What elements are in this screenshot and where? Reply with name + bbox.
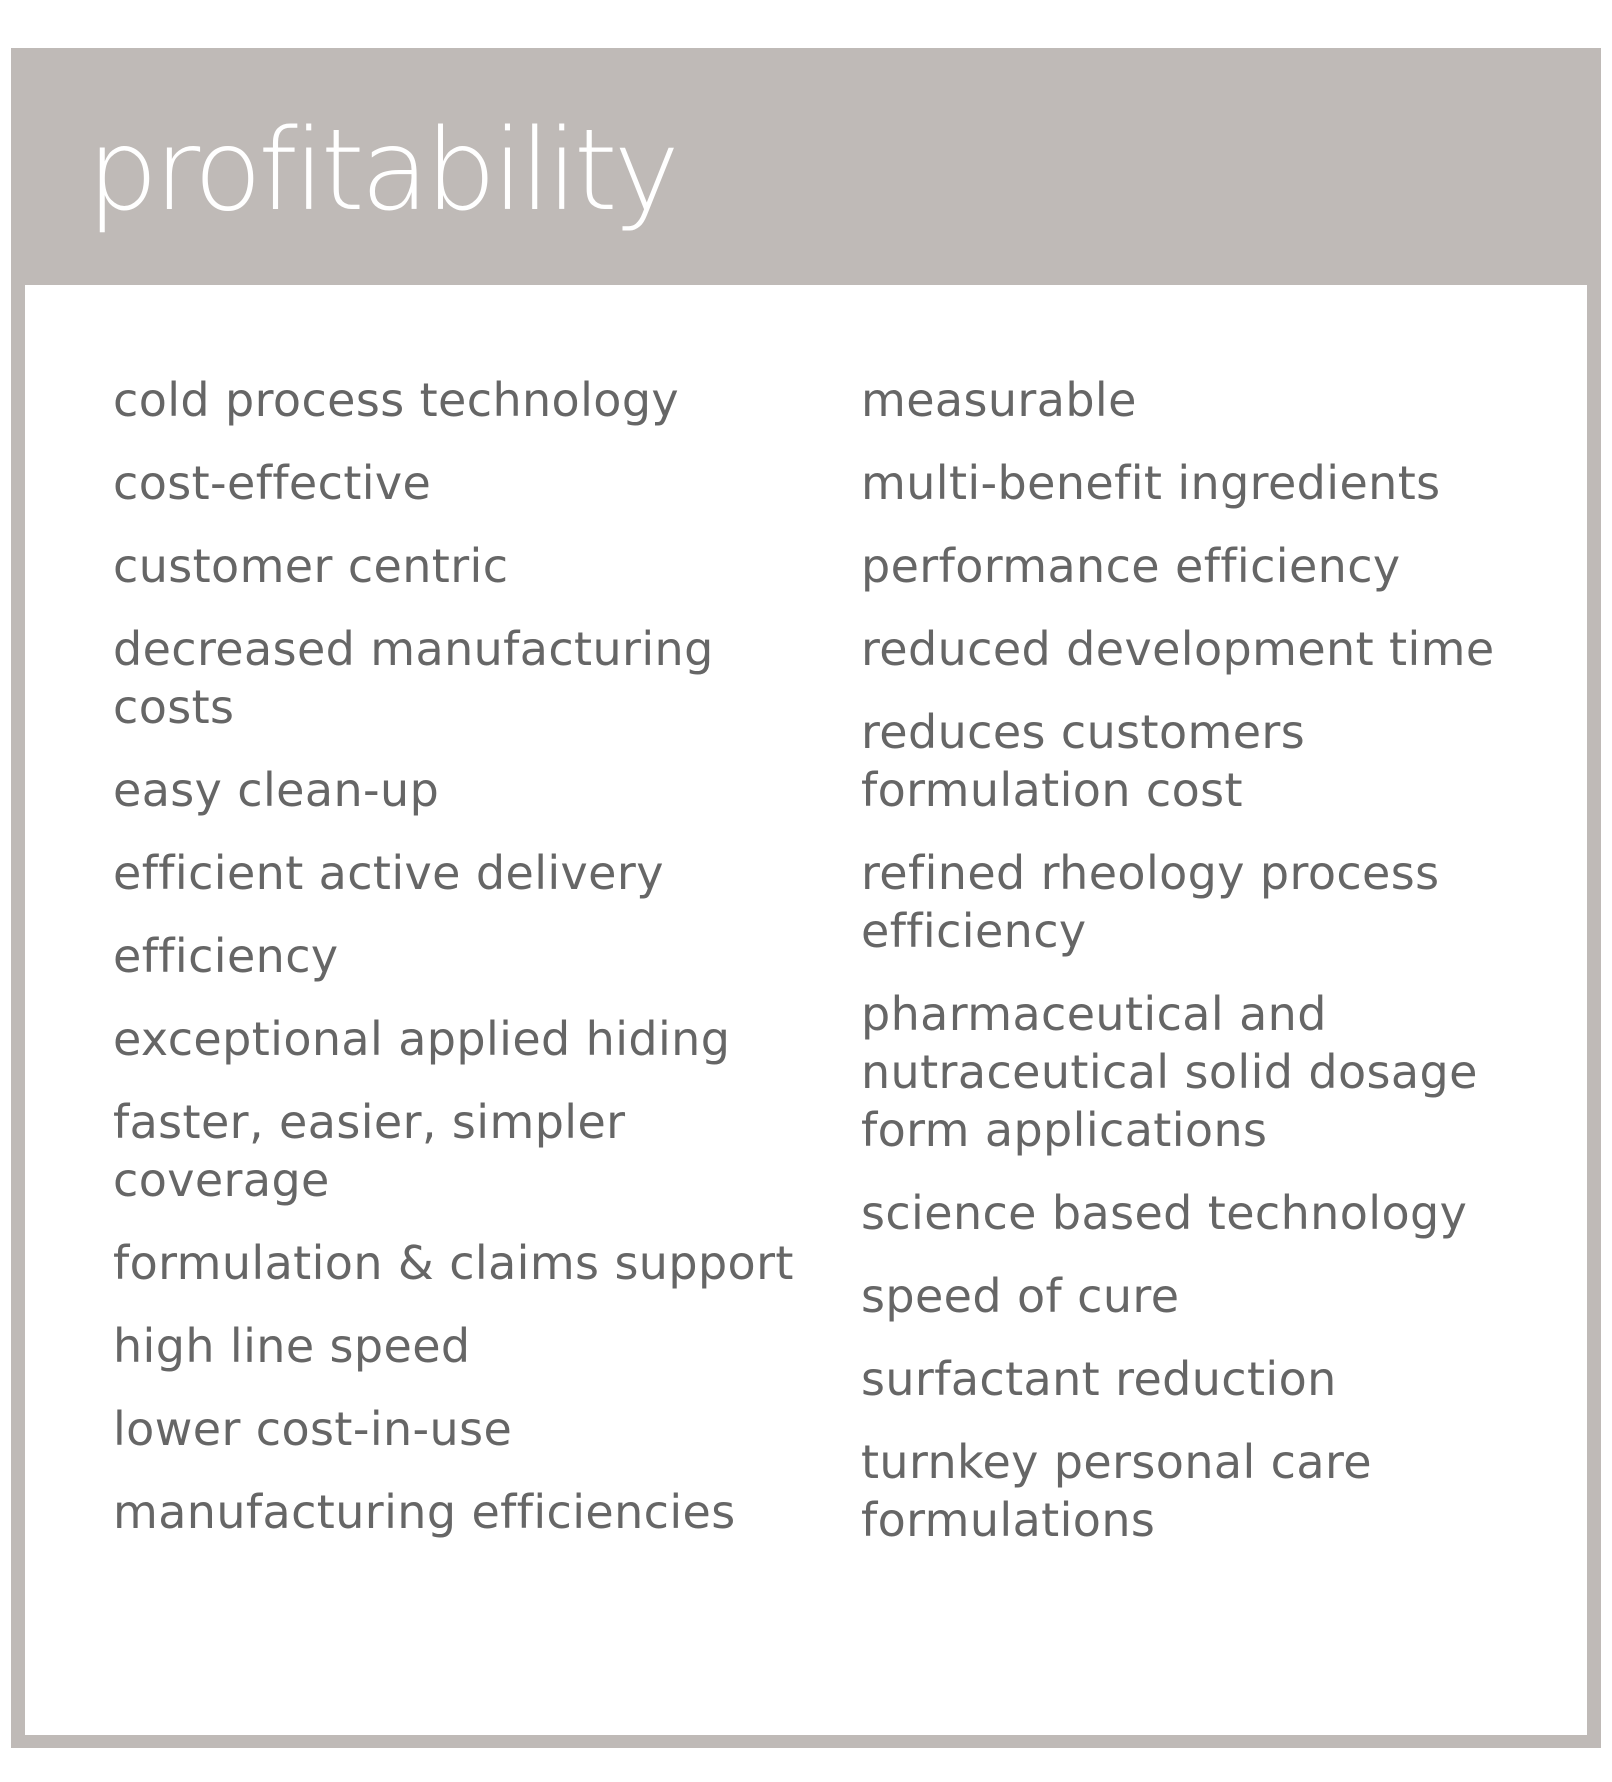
list-item: reduces customers formulation cost: [861, 705, 1306, 817]
content-panel: [25, 285, 1587, 1735]
list-item: refined rheology process efficiency: [861, 846, 1440, 958]
card-header: [11, 48, 1601, 285]
list-item: pharmaceutical and nutraceutical solid dosage form applications: [861, 987, 1478, 1157]
list-item: high line speed: [113, 1319, 471, 1373]
list-item: multi-benefit ingredients: [861, 456, 1441, 510]
list-item: formulation & claims support: [113, 1236, 794, 1290]
list-item: speed of cure: [861, 1269, 1180, 1323]
list-item: faster, easier, simpler coverage: [113, 1095, 626, 1207]
list-item: decreased manufacturing costs: [113, 622, 714, 734]
left-column-list: [113, 371, 803, 1566]
list-item: performance efficiency: [861, 539, 1401, 593]
list-item: surfactant reduction: [861, 1352, 1337, 1406]
profitability-card: [11, 48, 1601, 1748]
list-item: lower cost-in-use: [113, 1402, 513, 1456]
list-item: science based technology: [861, 1186, 1468, 1240]
right-column-list: [861, 371, 1561, 1574]
list-item: efficient active delivery: [113, 846, 664, 900]
list-item: reduced development time: [861, 622, 1495, 676]
card-title: profitability: [87, 106, 676, 236]
list-item: easy clean-up: [113, 763, 440, 817]
list-item: cost-effective: [113, 456, 432, 510]
list-item: cold process technology: [113, 373, 680, 427]
list-item: exceptional applied hiding: [113, 1012, 731, 1066]
list-item: measurable: [861, 373, 1137, 427]
list-item: turnkey personal care formulations: [861, 1435, 1372, 1547]
list-item: manufacturing efficiencies: [113, 1485, 736, 1539]
list-item: efficiency: [113, 929, 339, 983]
list-item: customer centric: [113, 539, 509, 593]
